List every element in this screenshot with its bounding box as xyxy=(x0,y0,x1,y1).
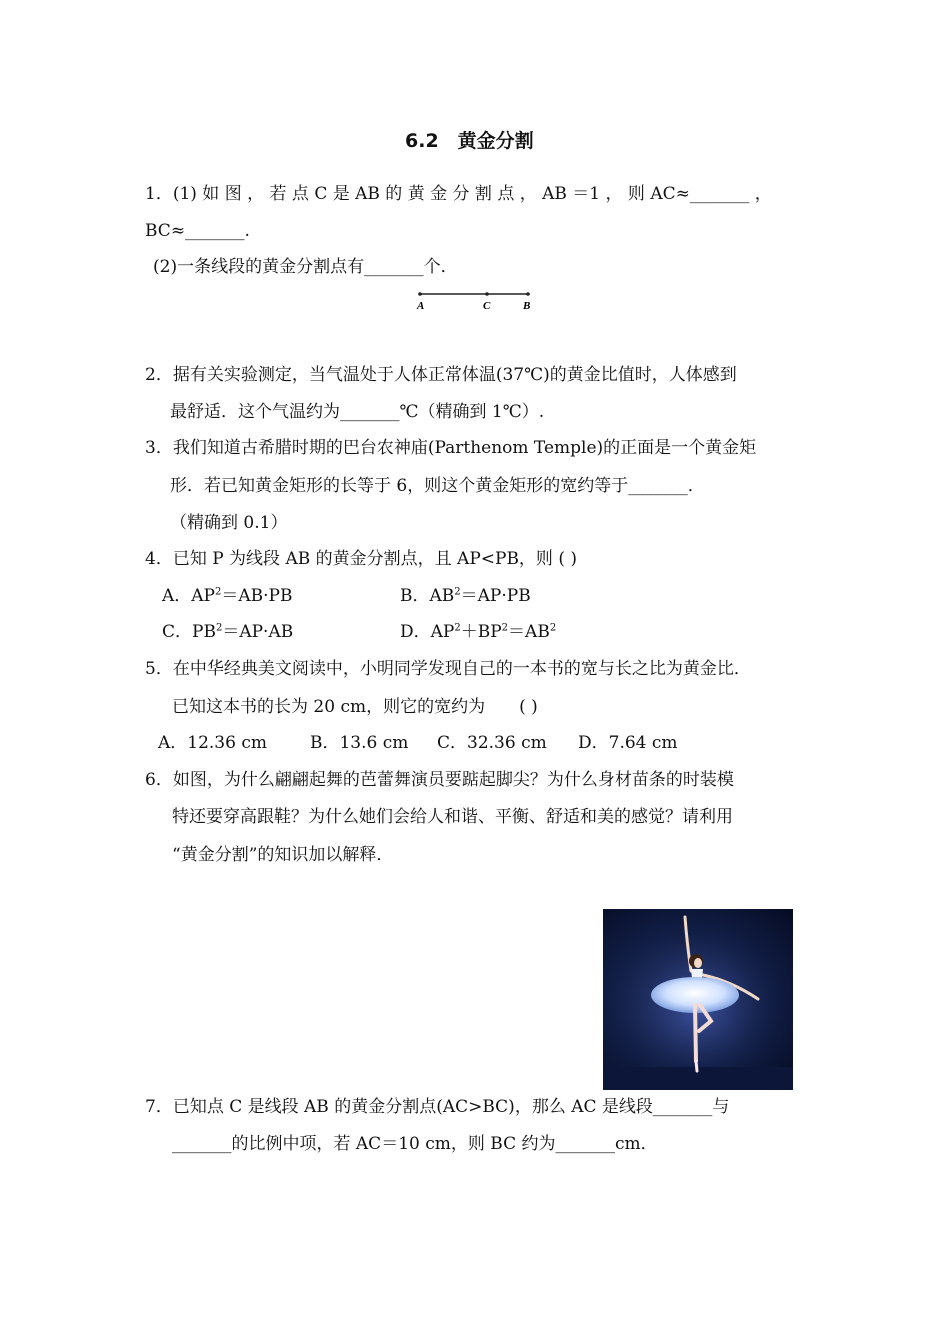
q6-line2: 特还要穿高跟鞋？为什么她们会给人和谐、平衡、舒适和美的感觉？请利用 xyxy=(172,807,733,827)
q2-line2: 最舒适．这个气温约为_______℃（精确到 1℃）. xyxy=(170,402,545,422)
ballerina-illustration xyxy=(603,909,793,1090)
q3-line3: （精确到 0.1） xyxy=(170,513,288,533)
q4-option-c: C．$PB^2=AP\cdot AB$ xyxy=(162,622,294,642)
q1-line2: BC≈_______. xyxy=(145,221,250,241)
q5-line1: 5．在中华经典美文阅读中，小明同学发现自己的一本书的宽与长之比为黄金比． xyxy=(145,659,751,679)
label-a: A xyxy=(417,300,425,312)
q3-line1: 3．我们知道古希腊时期的巴台农神庙(Parthenom Temple)的正面是一个黄金矩 xyxy=(145,438,757,458)
label-c: C xyxy=(483,300,491,312)
q2-line1: 2．据有关实验测定，当气温处于人体正常体温(37℃)的黄金比值时，人体感到 xyxy=(145,365,737,385)
q1-line3: (2)一条线段的黄金分割点有_______个． xyxy=(153,257,458,277)
q6-line1: 6．如图，为什么翩翩起舞的芭蕾舞演员要踮起脚尖？为什么身材苗条的时装模 xyxy=(145,770,734,790)
q5-option-d: D．7.64 cm xyxy=(578,733,678,753)
q4-option-b: B．$AB^2=AP\cdot PB$ xyxy=(400,586,531,606)
q7-line2: _______的比例中项，若 AC＝10 cm，则 BC 约为_______cm． xyxy=(172,1134,658,1154)
ballerina-photo xyxy=(603,909,793,1090)
q5-line2: 已知这本书的长为 20 cm，则它的宽约为 ( ) xyxy=(172,697,538,717)
q4-option-a: A．$AP^2=AB\cdot PB$ xyxy=(162,586,293,606)
q5-option-b: B．13.6 cm xyxy=(310,733,409,753)
q5-option-a: A．12.36 cm xyxy=(158,733,267,753)
page-title: 6.2 黄金分割 xyxy=(405,130,534,152)
q6-line3: “黄金分割”的知识加以解释． xyxy=(172,845,394,865)
golden-section-figure xyxy=(410,286,540,314)
q7-line1: 7．已知点 C 是线段 AB 的黄金分割点(AC>BC)，那么 AC 是线段_______与 xyxy=(145,1097,730,1117)
label-b: B xyxy=(523,300,531,312)
point-c xyxy=(485,292,489,296)
q1-line1: 1．(1) 如 图 ， 若 点 C 是 AB 的 黄 金 分 割 点 ， AB ＝1 ， 则 AC≈_______ ， xyxy=(145,184,772,204)
q4-option-d: D．$AP^2+BP^2=AB^2$ xyxy=(400,622,557,642)
point-a xyxy=(418,292,422,296)
q4-stem: 4．已知 P 为线段 AB 的黄金分割点，且 AP<PB，则 ( ) xyxy=(145,549,578,569)
q3-line2: 形．若已知黄金矩形的长等于 6，则这个黄金矩形的宽约等于_______． xyxy=(170,476,705,496)
point-b xyxy=(526,292,530,296)
q5-option-c: C．32.36 cm xyxy=(437,733,547,753)
